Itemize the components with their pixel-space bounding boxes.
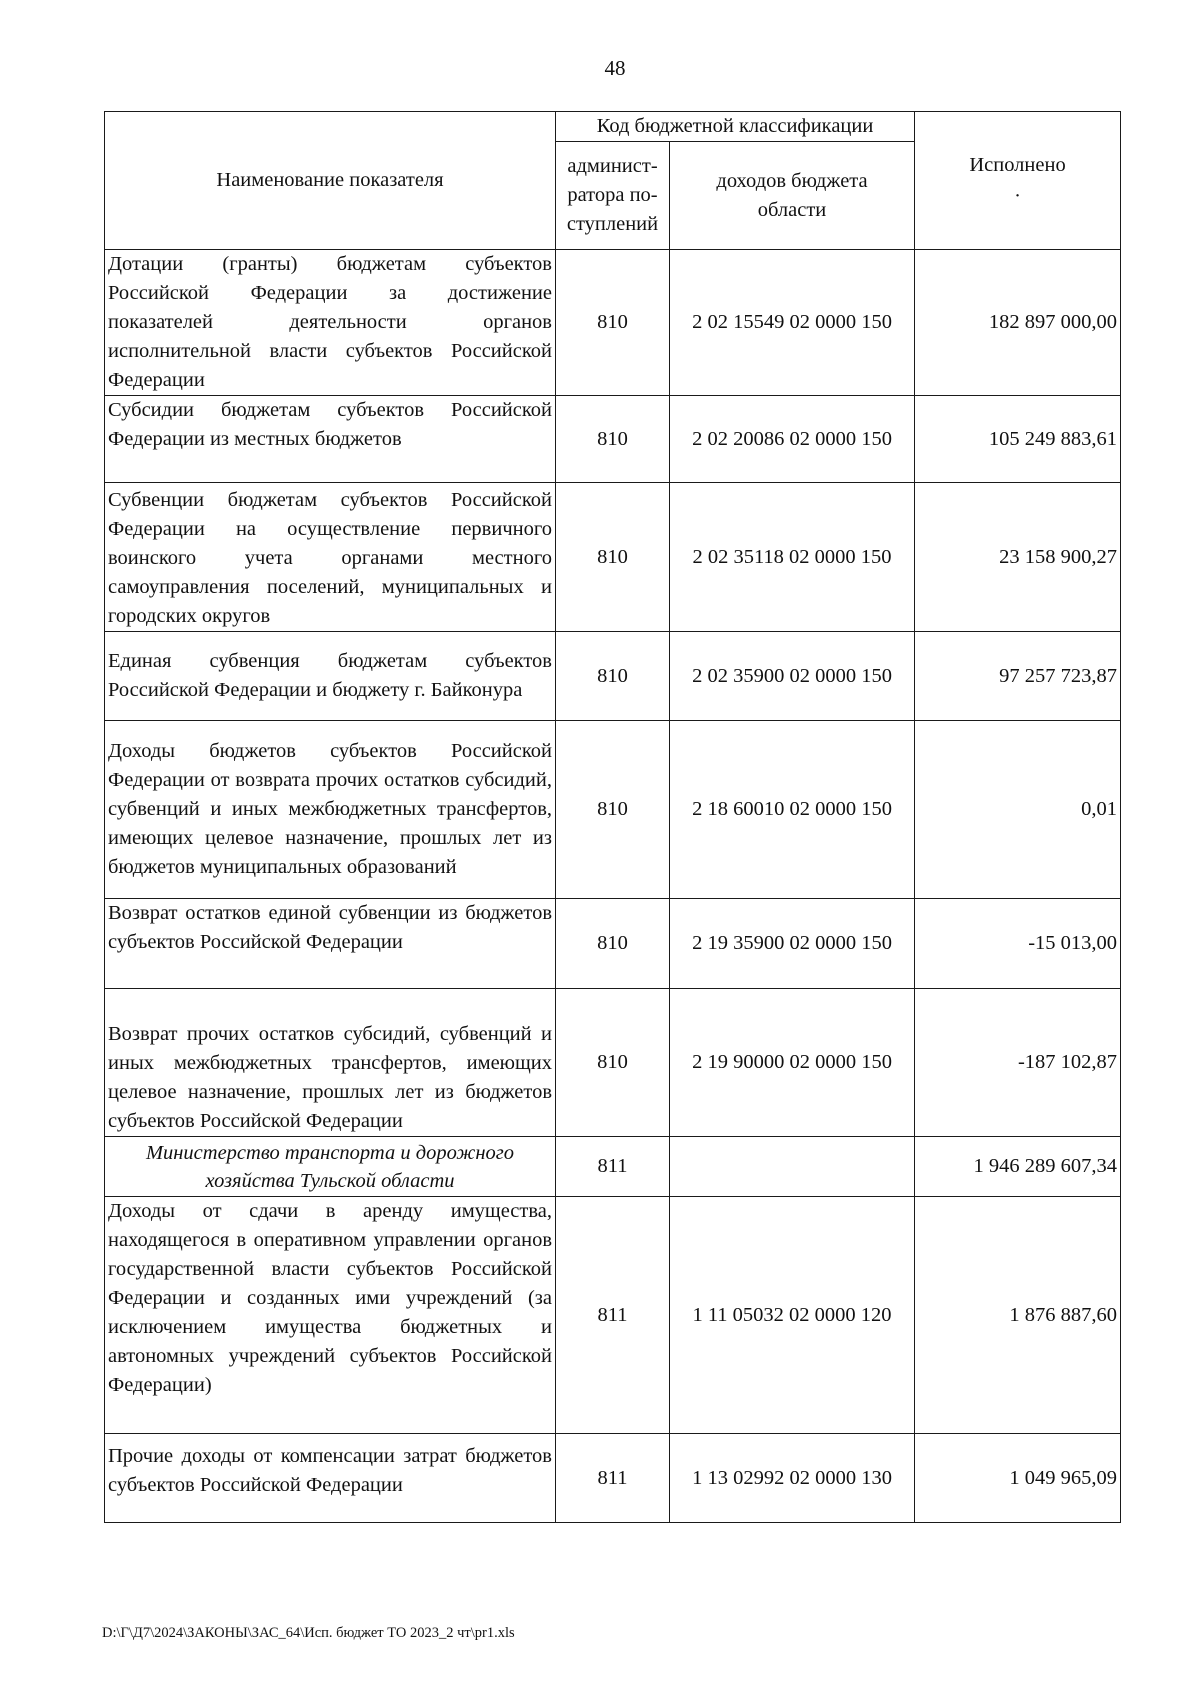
header-executed-mark: · xyxy=(1014,184,1021,207)
row-indicator-name: Субвенции бюджетам субъектов Российской Федерации на осуществление первичного воинского учета органами местного самоуправления поселений, муниципальных и городских округов xyxy=(105,483,556,632)
row-indicator-name: Доходы от сдачи в аренду имущества, находящегося в оперативном управлении органов государственной власти субъектов Российской Федерации и созданных ими учреждений (за исключением имущества бюджетных и автономных учреждений субъектов Российской Федерации) xyxy=(105,1197,556,1434)
row-income-code: 1 13 02992 02 0000 130 xyxy=(670,1434,915,1523)
row-amount: 23 158 900,27 xyxy=(915,483,1121,632)
row-admin-code: 810 xyxy=(556,899,670,989)
row-indicator-name: Субсидии бюджетам субъектов Российской Федерации из местных бюджетов xyxy=(105,396,556,483)
row-indicator-name: Доходы бюджетов субъектов Российской Федерации от возврата прочих остатков субсидий, субвенций и иных межбюджетных трансфертов, имеющих целевое назначение, прошлых лет из бюджетов муниципальных образований xyxy=(105,721,556,899)
table-row xyxy=(105,1197,1121,1434)
header-indicator-name: Наименование показателя xyxy=(105,112,556,250)
budget-table xyxy=(104,111,1121,1523)
header-admin-line: ступлений xyxy=(566,213,659,235)
row-income-code: 2 02 35900 02 0000 150 xyxy=(670,632,915,721)
table-row xyxy=(105,721,1121,899)
row-admin-code: 810 xyxy=(556,632,670,721)
row-amount: 182 897 000,00 xyxy=(915,250,1121,396)
row-admin-code: 811 xyxy=(556,1197,670,1434)
row-income-code: 2 02 15549 02 0000 150 xyxy=(670,250,915,396)
header-income-line: области xyxy=(757,198,827,221)
table-row xyxy=(105,632,1121,721)
row-indicator-name: Возврат прочих остатков субсидий, субвенций и иных межбюджетных трансфертов, имеющих целевое назначение, прошлых лет из бюджетов субъектов Российской Федерации xyxy=(105,989,556,1137)
table-row xyxy=(105,1137,1121,1197)
table-row xyxy=(105,1434,1121,1523)
row-amount: -187 102,87 xyxy=(915,989,1121,1137)
row-indicator-name: Единая субвенция бюджетам субъектов Российской Федерации и бюджету г. Байконура xyxy=(105,632,556,721)
row-amount: 1 946 289 607,34 xyxy=(915,1137,1121,1197)
row-income-code: 2 02 20086 02 0000 150 xyxy=(670,396,915,483)
header-income-line: доходов бюджета xyxy=(716,169,868,192)
header-admin-code xyxy=(556,142,670,250)
row-admin-code: 810 xyxy=(556,721,670,899)
row-admin-code: 811 xyxy=(556,1137,670,1197)
table-row xyxy=(105,250,1121,396)
row-admin-code: 810 xyxy=(556,250,670,396)
table-row xyxy=(105,989,1121,1137)
table-row xyxy=(105,899,1121,989)
row-indicator-name: Возврат остатков единой субвенции из бюджетов субъектов Российской Федерации xyxy=(105,899,556,989)
row-income-code: 2 02 35118 02 0000 150 xyxy=(670,483,915,632)
row-admin-code: 811 xyxy=(556,1434,670,1523)
table-row xyxy=(105,483,1121,632)
row-income-code xyxy=(670,1137,915,1197)
row-admin-code: 810 xyxy=(556,483,670,632)
row-admin-code: 810 xyxy=(556,989,670,1137)
table-row xyxy=(105,396,1121,483)
row-indicator-name: Дотации (гранты) бюджетам субъектов Российской Федерации за достижение показателей деятельности органов исполнительной власти субъектов Российской Федерации xyxy=(105,250,556,396)
row-income-code: 1 11 05032 02 0000 120 xyxy=(670,1197,915,1434)
row-ministry-name: Министерство транспорта и дорожного хозяйства Тульской области xyxy=(105,1137,556,1197)
row-amount: 1 049 965,09 xyxy=(915,1434,1121,1523)
row-admin-code: 810 xyxy=(556,396,670,483)
row-amount: 1 876 887,60 xyxy=(915,1197,1121,1434)
row-amount: 97 257 723,87 xyxy=(915,632,1121,721)
file-path-footer: D:\Г\Д7\2024\ЗАКОНЫ\ЗАС_64\Исп. бюджет ТО 2023_2 чт\pr1.xls xyxy=(102,1625,515,1641)
row-income-code: 2 18 60010 02 0000 150 xyxy=(670,721,915,899)
header-executed-label: Исполнено xyxy=(969,153,1066,176)
header-admin-line: админист- xyxy=(567,155,658,177)
header-classification-code: Код бюджетной классификации xyxy=(556,112,915,142)
row-indicator-name: Прочие доходы от компенсации затрат бюджетов субъектов Российской Федерации xyxy=(105,1434,556,1523)
row-amount: 105 249 883,61 xyxy=(915,396,1121,483)
row-income-code: 2 19 35900 02 0000 150 xyxy=(670,899,915,989)
header-admin-line: ратора по- xyxy=(567,184,658,206)
header-row xyxy=(105,112,1121,142)
row-amount: 0,01 xyxy=(915,721,1121,899)
header-executed xyxy=(915,112,1121,250)
page-number: 48 xyxy=(604,56,626,80)
header-income-code xyxy=(670,142,915,250)
row-amount: -15 013,00 xyxy=(915,899,1121,989)
row-income-code: 2 19 90000 02 0000 150 xyxy=(670,989,915,1137)
